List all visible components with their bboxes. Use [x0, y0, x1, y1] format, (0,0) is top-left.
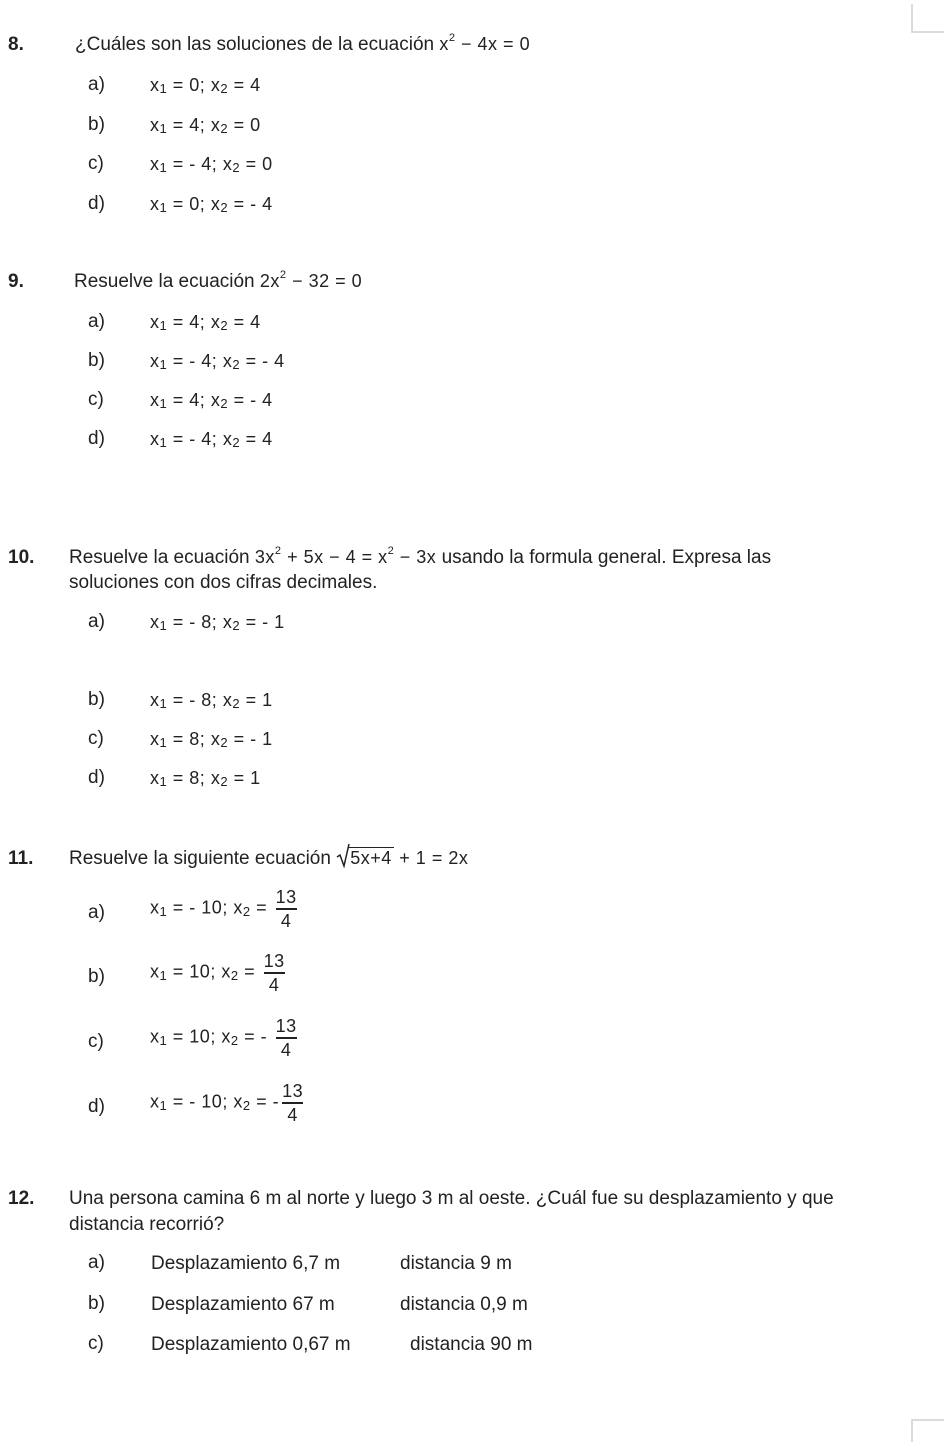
option-c-distance: distancia 90 m — [410, 1334, 533, 1355]
question-text-line2: distancia recorrió? — [69, 1214, 225, 1235]
option-a-distance: distancia 9 m — [400, 1253, 512, 1274]
question-text — [75, 32, 530, 60]
option-c[interactable]: c) — [88, 1333, 104, 1354]
option-d[interactable]: d) — [88, 193, 105, 214]
question-statement: ¿Cuáles son las soluciones de la ecuación — [75, 34, 435, 55]
question-number: 12. — [8, 1188, 35, 1209]
option-b-distance: distancia 0,9 m — [400, 1294, 528, 1315]
question-text — [69, 846, 468, 871]
option-b-answer: $x_1$ = - 4; $x_2$ = - 4 — [150, 351, 285, 372]
square-root: 5x+4 — [336, 846, 394, 871]
option-b-answer: $x_1 = 10$; $x_2$ = $\frac{13}{4}$ — [150, 951, 285, 995]
option-d[interactable]: d) — [88, 428, 105, 449]
equation: $x^2 - 4x = 0$ — [439, 32, 531, 54]
option-c-answer: $x_1 = 10$; $x_2$ = - $\frac{13}{4}$ — [150, 1016, 297, 1060]
option-c-answer: $x_1 = 8$; $x_2$ = - 1 — [150, 729, 273, 750]
option-c[interactable]: c) — [88, 1031, 104, 1052]
fraction: $\frac{13}{4}$ — [263, 951, 285, 995]
option-b-answer: $x_1$ = - 8; $x_2 = 1$ — [150, 690, 273, 711]
option-b-displacement: Desplazamiento 67 m — [151, 1294, 335, 1315]
option-d-answer: $x_1$ = - 10; $x_2$ = - $\frac{13}{4}$ — [150, 1081, 304, 1125]
fraction: $\frac{13}{4}$ — [275, 1016, 297, 1060]
equation: $3x^2 + 5x - 4 = x^2 - 3x$ — [254, 545, 437, 567]
fraction: $\frac{13}{4}$ — [275, 887, 297, 931]
option-d-answer: $x_1 = 8$; $x_2 = 1$ — [150, 768, 261, 789]
equation: $2x^2 - 32 = 0$ — [259, 269, 363, 291]
question-statement: Resuelve la ecuación — [69, 547, 250, 568]
fraction: $\frac{13}{4}$ — [282, 1081, 304, 1125]
question-number: 8. — [8, 34, 24, 55]
option-a-answer: $x_1$ = - 8; $x_2$ = - 1 — [150, 612, 285, 633]
question-text-line2: soluciones con dos cifras decimales. — [69, 572, 378, 593]
option-c-displacement: Desplazamiento 0,67 m — [151, 1334, 351, 1355]
top-right-corner-mark — [910, 4, 944, 34]
option-a[interactable]: a) — [88, 611, 105, 632]
option-d-answer: $x_1 = 0$; $x_2$ = - 4 — [150, 194, 273, 215]
question-number: 10. — [8, 547, 35, 568]
question-statement-cont: usando la formula general. Expresa las — [441, 547, 772, 568]
option-b-answer: $x_1 = 4$; $x_2 = 0$ — [150, 115, 261, 136]
option-d[interactable]: d) — [88, 1096, 105, 1117]
option-d-answer: $x_1$ = - 4; $x_2 = 4$ — [150, 429, 273, 450]
option-a-answer: $x_1 = 4$; $x_2 = 4$ — [150, 312, 261, 333]
option-c-answer: $x_1 = 4$; $x_2$ = - 4 — [150, 390, 273, 411]
question-text — [74, 269, 362, 297]
bottom-right-corner-mark — [910, 1418, 944, 1442]
option-b[interactable]: b) — [88, 1293, 105, 1314]
option-a[interactable]: a) — [88, 74, 105, 95]
option-c[interactable]: c) — [88, 153, 104, 174]
option-b[interactable]: b) — [88, 966, 105, 987]
option-a-displacement: Desplazamiento 6,7 m — [151, 1253, 341, 1274]
option-b[interactable]: b) — [88, 689, 105, 710]
question-text: Una persona camina 6 m al norte y luego 3 m al oeste. ¿Cuál fue su desplazamiento y que — [69, 1188, 834, 1209]
question-number: 11. — [8, 848, 34, 869]
option-a[interactable]: a) — [88, 311, 105, 332]
question-text — [69, 545, 771, 573]
option-d[interactable]: d) — [88, 767, 105, 788]
option-c-answer: $x_1$ = - 4; $x_2 = 0$ — [150, 154, 273, 175]
option-b[interactable]: b) — [88, 350, 105, 371]
option-a-answer: $x_1 = 0$; $x_2 = 4$ — [150, 75, 261, 96]
option-a[interactable]: a) — [88, 1252, 105, 1273]
option-b[interactable]: b) — [88, 114, 105, 135]
question-number: 9. — [8, 271, 24, 292]
equation: 5x+4 + 1 = 2x — [336, 848, 468, 868]
question-statement: Resuelve la siguiente ecuación — [69, 848, 331, 869]
option-c[interactable]: c) — [88, 728, 104, 749]
option-c[interactable]: c) — [88, 389, 104, 410]
option-a-answer: $x_1$ = - 10; $x_2$ = $\frac{13}{4}$ — [150, 887, 297, 931]
option-a[interactable]: a) — [88, 902, 105, 923]
question-statement: Resuelve la ecuación — [74, 271, 255, 292]
